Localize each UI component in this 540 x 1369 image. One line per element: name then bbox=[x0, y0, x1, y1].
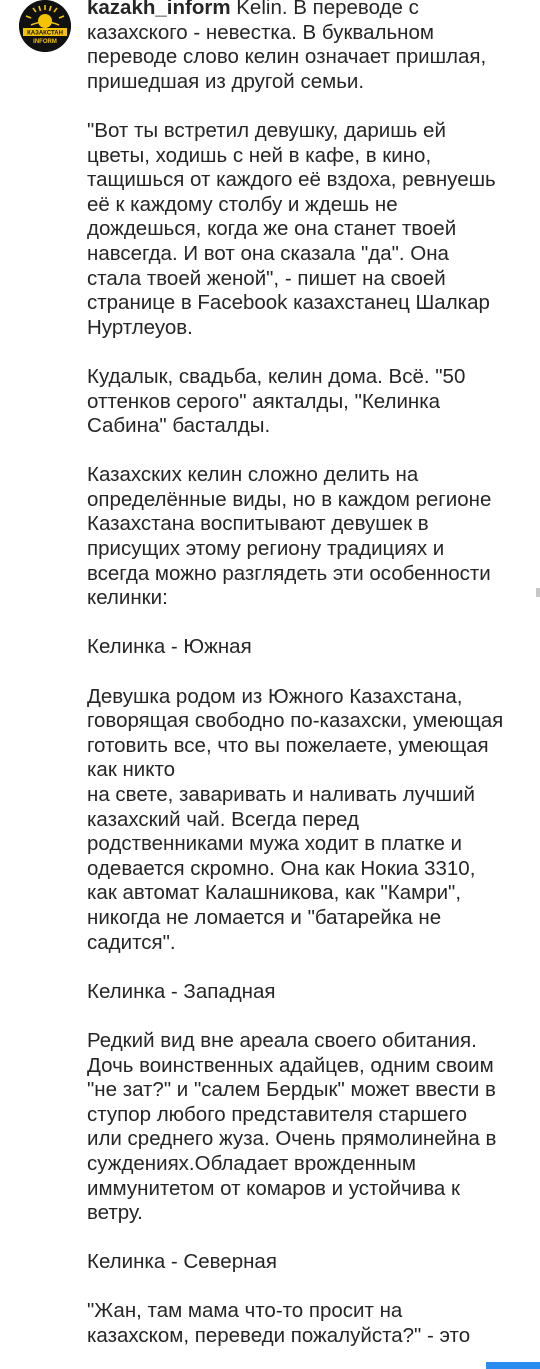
scroll-indicator[interactable] bbox=[536, 588, 540, 597]
bottom-action-bar[interactable] bbox=[486, 1362, 540, 1369]
caption-body: Kelin. В переводе с казахского - невестка. В буквальном переводе слово келин означает пришлая, пришедшая из другой семьи. "Вот ты встретил девушку, даришь ей цветы, ходишь с ней в кафе, в кино, тащишься от каждого её вздоха, ревнуешь её к каждому столбу и ждешь не дождешься, когда же она станет твоей навсегда. И вот она сказала "да". Она стала твоей женой", - пишет на своей странице в Facebook казахстанец Шалкар Нуртлеуов. Кудалык, свадьба, келин дома. Всё. "50 оттенков серого" аякталды, "Келинка Сабина" басталды. Казахских келин сложно делить на определённые виды, но в каждом регионе Казахстана воспитывают девушек в присущих этому региону традициях и всегда можно разглядеть эти особенности келинки: Келинка - Южная Девушка родом из Южного Казахстана, говорящая свободно по-казахски, умеющая готовить все, что вы пожелаете, умеющая как никто на свете, заваривать и наливать лучший казахский чай. Всегда перед родственниками мужа ходит в платке и одевается скромно. Она как Нокиа 3310, как автомат Калашникова, как "Камри", никогда не ломается и "батарейка не садится". Келинка - Западная Редкий вид вне ареала своего обитания. Дочь воинственных адайцев, одним своим "не зат?" и "салем Бердык" может ввести в ступор любого представителя старшего или среднего жуза. Очень прямолинейна в суждениях.Обладает врожденным иммунитетом от комаров и устойчива к ветру. Келинка - Северная "Жан, там мама что-то просит на казахском, переведи пожалуйста?" - это bbox=[87, 0, 504, 1348]
avatar-brand-text-2: INFORM bbox=[33, 39, 57, 45]
avatar[interactable] bbox=[19, 0, 71, 52]
username-link[interactable]: kazakh_inform bbox=[87, 0, 231, 19]
avatar-brand-text-1: КАЗАКСТАН bbox=[27, 30, 63, 37]
sun-logo-icon bbox=[19, 0, 71, 52]
caption-text-block bbox=[87, 0, 507, 1349]
